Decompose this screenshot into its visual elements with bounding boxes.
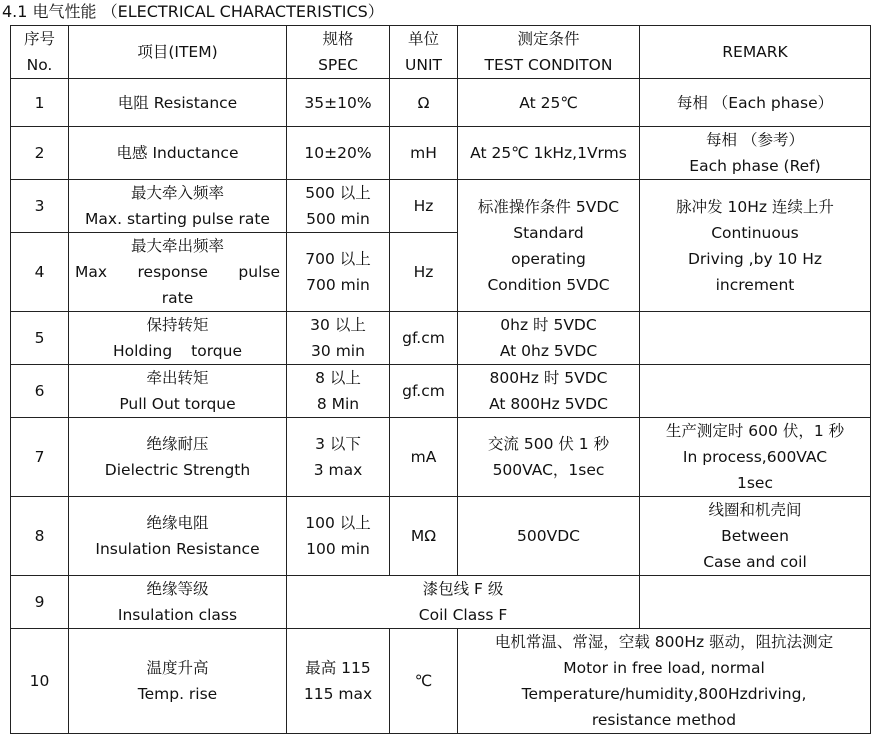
row-item: 牵出转矩 Pull Out torque bbox=[69, 365, 287, 418]
row-test: At 25℃ 1kHz,1Vrms bbox=[458, 127, 640, 180]
row-unit: MΩ bbox=[390, 497, 458, 576]
section-heading: 4.1 电气性能 （ELECTRICAL CHARACTERISTICS） bbox=[2, 2, 384, 21]
row-remark: 线圈和机壳间 Between Case and coil bbox=[640, 497, 871, 576]
row-spec: 35±10% bbox=[287, 79, 390, 127]
row-spec-merged: 漆包线 F 级 Coil Class F bbox=[287, 576, 640, 629]
row-test: 800Hz 时 5VDC At 800Hz 5VDC bbox=[458, 365, 640, 418]
row-item: 绝缘电阻 Insulation Resistance bbox=[69, 497, 287, 576]
table-row bbox=[11, 180, 871, 233]
row-item: 温度升高 Temp. rise bbox=[69, 629, 287, 734]
header-item: 项目(ITEM) bbox=[69, 26, 287, 79]
row-no: 10 bbox=[11, 629, 69, 734]
table-row bbox=[11, 365, 871, 418]
row-test: 500VDC bbox=[458, 497, 640, 576]
row-spec: 500 以上 500 min bbox=[287, 180, 390, 233]
row-spec: 10±20% bbox=[287, 127, 390, 180]
row-spec: 100 以上 100 min bbox=[287, 497, 390, 576]
row-no: 7 bbox=[11, 418, 69, 497]
row-unit: Hz bbox=[390, 180, 458, 233]
row-no: 9 bbox=[11, 576, 69, 629]
row-test: At 25℃ bbox=[458, 79, 640, 127]
row-no: 6 bbox=[11, 365, 69, 418]
row-remark: 每相 （Each phase） bbox=[640, 79, 871, 127]
row-remark bbox=[640, 365, 871, 418]
row-item: 最大牵入频率 Max. starting pulse rate bbox=[69, 180, 287, 233]
row-spec: 8 以上 8 Min bbox=[287, 365, 390, 418]
row-no: 8 bbox=[11, 497, 69, 576]
row-unit: mA bbox=[390, 418, 458, 497]
row-item: 电感 Inductance bbox=[69, 127, 287, 180]
row-unit: ℃ bbox=[390, 629, 458, 734]
row-item: 保持转矩 Holding torque bbox=[69, 312, 287, 365]
header-row bbox=[11, 26, 871, 79]
row-unit: mH bbox=[390, 127, 458, 180]
table-row bbox=[11, 79, 871, 127]
table-row bbox=[11, 127, 871, 180]
row-test: 0hz 时 5VDC At 0hz 5VDC bbox=[458, 312, 640, 365]
row-unit: gf.cm bbox=[390, 365, 458, 418]
row-remark: 每相 （参考） Each phase (Ref) bbox=[640, 127, 871, 180]
table-row bbox=[11, 497, 871, 576]
row-no: 4 bbox=[11, 233, 69, 312]
row-remark bbox=[640, 576, 871, 629]
row-no: 2 bbox=[11, 127, 69, 180]
row-test-merged: 电机常温、常湿，空载 800Hz 驱动，阻抗法测定 Motor in free load, normal Temperature/humidity,800Hzdriving, resistance method bbox=[458, 629, 871, 734]
row-test-merged: 标准操作条件 5VDC Standard operating Condition 5VDC bbox=[458, 180, 640, 312]
table-row bbox=[11, 312, 871, 365]
row-unit: Hz bbox=[390, 233, 458, 312]
header-no: 序号 No. bbox=[11, 26, 69, 79]
row-unit: Ω bbox=[390, 79, 458, 127]
table-row bbox=[11, 418, 871, 497]
row-unit: gf.cm bbox=[390, 312, 458, 365]
row-no: 3 bbox=[11, 180, 69, 233]
row-item: 绝缘耐压 Dielectric Strength bbox=[69, 418, 287, 497]
row-test: 交流 500 伏 1 秒 500VAC，1sec bbox=[458, 418, 640, 497]
header-remark: REMARK bbox=[640, 26, 871, 79]
row-spec: 最高 115 115 max bbox=[287, 629, 390, 734]
row-item: 绝缘等级 Insulation class bbox=[69, 576, 287, 629]
header-spec: 规格 SPEC bbox=[287, 26, 390, 79]
header-unit: 单位 UNIT bbox=[390, 26, 458, 79]
table-row bbox=[11, 629, 871, 734]
header-test: 测定条件 TEST CONDITON bbox=[458, 26, 640, 79]
row-no: 1 bbox=[11, 79, 69, 127]
row-item: 电阻 Resistance bbox=[69, 79, 287, 127]
table-row bbox=[11, 576, 871, 629]
electrical-characteristics-table bbox=[10, 25, 871, 734]
row-remark: 生产测定时 600 伏，1 秒 In process,600VAC 1sec bbox=[640, 418, 871, 497]
row-spec: 3 以下 3 max bbox=[287, 418, 390, 497]
row-spec: 30 以上 30 min bbox=[287, 312, 390, 365]
row-spec: 700 以上 700 min bbox=[287, 233, 390, 312]
row-item: 最大牵出频率 Max response pulse rate bbox=[69, 233, 287, 312]
row-remark-merged: 脉冲发 10Hz 连续上升 Continuous Driving ,by 10 Hz increment bbox=[640, 180, 871, 312]
row-no: 5 bbox=[11, 312, 69, 365]
row-remark bbox=[640, 312, 871, 365]
